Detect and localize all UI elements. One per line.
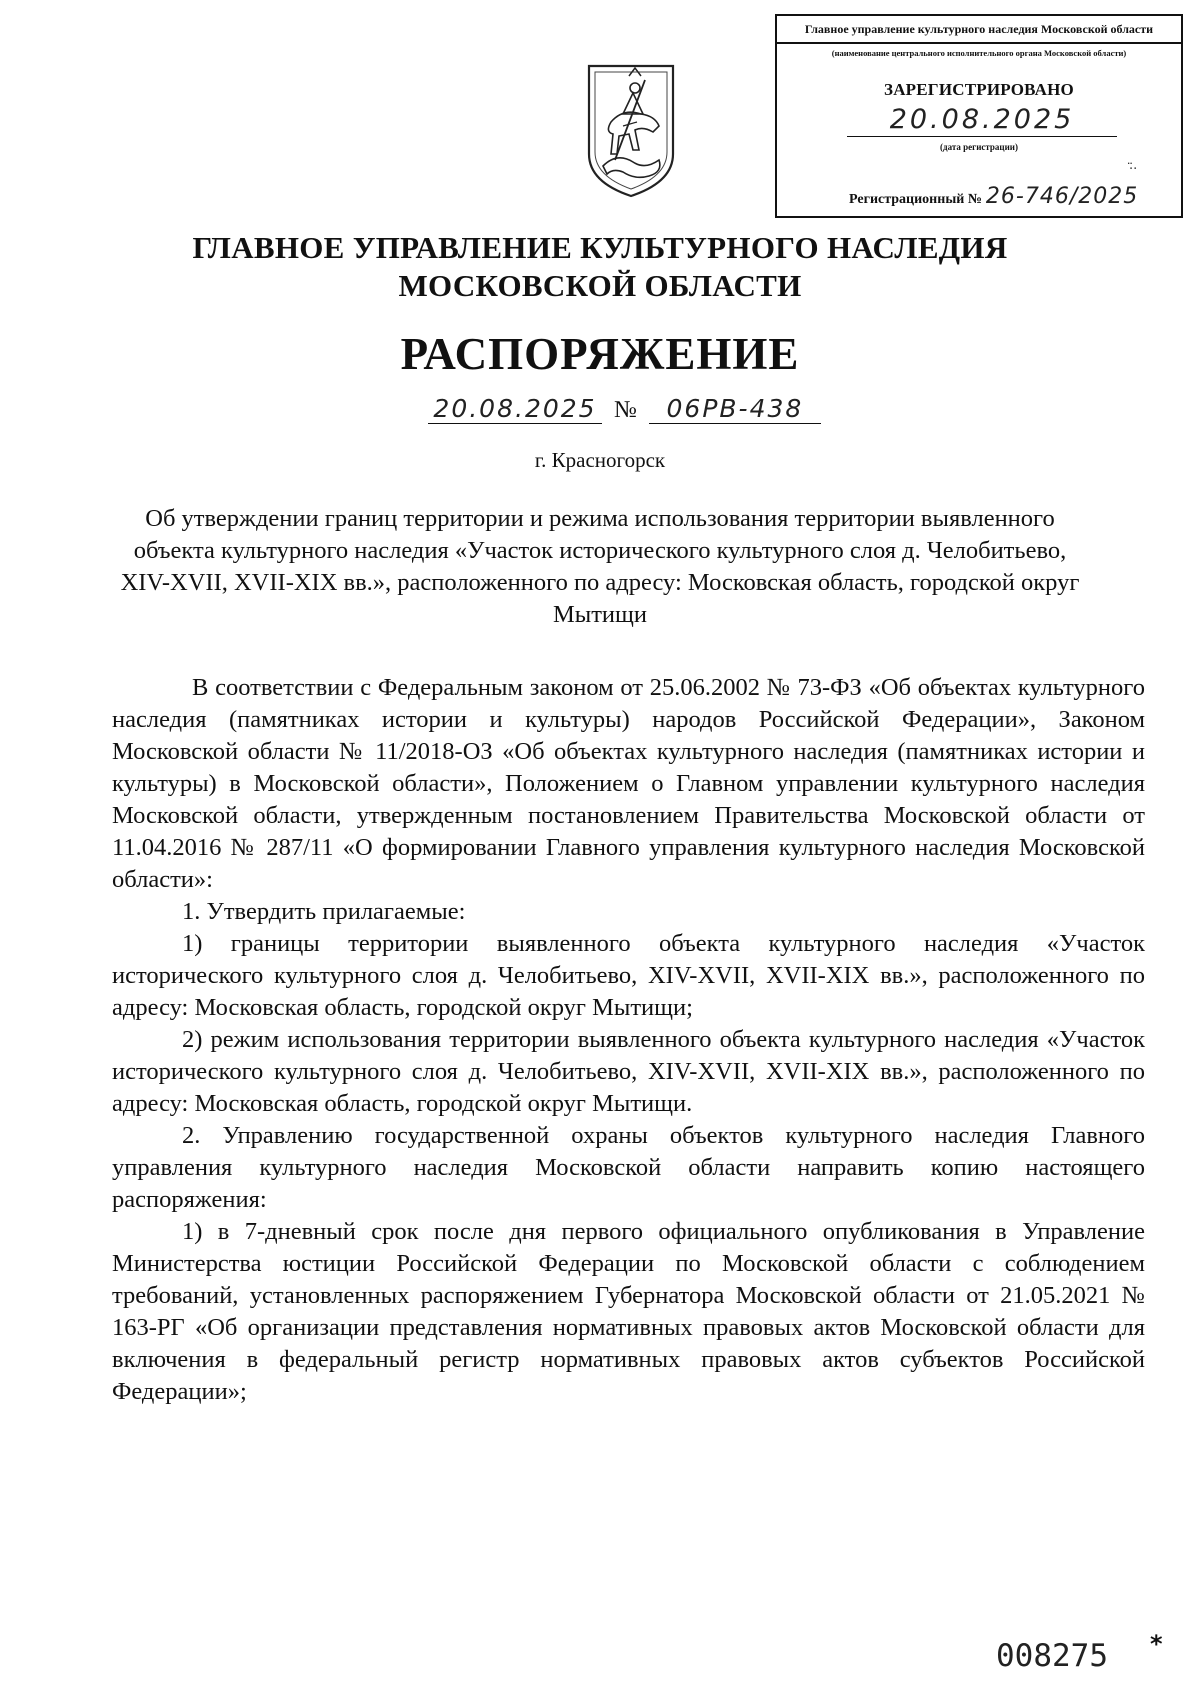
agency-title-line1: ГЛАВНОЕ УПРАВЛЕНИЕ КУЛЬТУРНОГО НАСЛЕДИЯ [192, 230, 1008, 265]
document-number: 06РВ-438 [649, 394, 821, 424]
footer-star-mark: * [1150, 1630, 1163, 1658]
clause-1: 1. Утвердить прилагаемые: [182, 898, 466, 925]
document-type-title: РАСПОРЯЖЕНИЕ [400, 329, 800, 379]
number-sign: № [614, 397, 637, 423]
document-subject: Об утверждении границ территории и режима использования территории выявленного объекта культурного наследия «Участок исторического культурного слоя д. Челобитьево, XIV-XVII, XVII-XIX вв.», расположенного по адресу: Московская область, городской округ Мытищи [120, 505, 1080, 628]
stamp-marks: ·̈· [1129, 162, 1138, 177]
stamp-date-caption: (дата регистрации) [940, 142, 1018, 152]
footer-serial-code: 008275 [996, 1638, 1108, 1674]
coat-of-arms-emblem [583, 62, 679, 200]
document-date: 20.08.2025 [428, 394, 602, 424]
preamble-paragraph: В соответствии с Федеральным законом от 25.06.2002 № 73-ФЗ «Об объектах культурного наследия (памятниках истории и культуры) народов Российской Федерации», Законом Московской области № 11/2018-ОЗ «Об объектах культурного наследия (памятниках истории и культуры) в Московской области», Положением о Главном управлении культурного наследия Московской области, утвержденным постановлением Правительства Московской области от 11.04.2016 № 287/11 «О формировании Главного управления культурного наследия Московской области»: [112, 674, 1145, 893]
agency-title-line2: МОСКОВСКОЙ ОБЛАСТИ [398, 268, 802, 303]
stamp-organization: Главное управление культурного наследия Московской области [777, 16, 1181, 44]
stamp-registration-number-row [849, 184, 1138, 209]
clause-2-1: 1) в 7-дневный срок после дня первого официального опубликования в Управление Министерства юстиции Российской Федерации по Московской области с соблюдением требований, установленных распоряжением Губернатора Московской области от 21.05.2021 № 163-РГ «Об организации представления нормативных правовых актов Московской области для включения в федеральный регистр нормативных правовых актов субъектов Российской Федерации»; [112, 1218, 1145, 1405]
stamp-org-caption: (наименование центрального исполнительного органа Московской области) [831, 48, 1127, 58]
clause-1-1: 1) границы территории выявленного объекта культурного наследия «Участок исторического культурного слоя д. Челобитьево, XIV-XVII, XVII-XIX вв.», расположенного по адресу: Московская область, городской округ Мытищи; [112, 930, 1145, 1021]
clause-1-2: 2) режим использования территории выявленного объекта культурного наследия «Участок исторического культурного слоя д. Челобитьево, XIV-XVII, XVII-XIX вв.», расположенного по адресу: Московская область, городской округ Мытищи. [112, 1026, 1145, 1117]
date-number-line [428, 394, 821, 424]
document-body [112, 672, 1145, 1408]
stamp-registered-label: ЗАРЕГИСТРИРОВАНО [884, 80, 1074, 99]
stamp-reg-number-label: Регистрационный № [849, 192, 982, 207]
stamp-reg-number: 26-746/2025 [985, 184, 1139, 209]
clause-2: 2. Управлению государственной охраны объектов культурного наследия Главного управления культурного наследия Московской области направить копию настоящего распоряжения: [112, 1122, 1145, 1213]
city-line: г. Красногорск [534, 448, 666, 472]
registration-stamp [775, 14, 1183, 218]
stamp-registration-date: 20.08.2025 [847, 100, 1117, 137]
